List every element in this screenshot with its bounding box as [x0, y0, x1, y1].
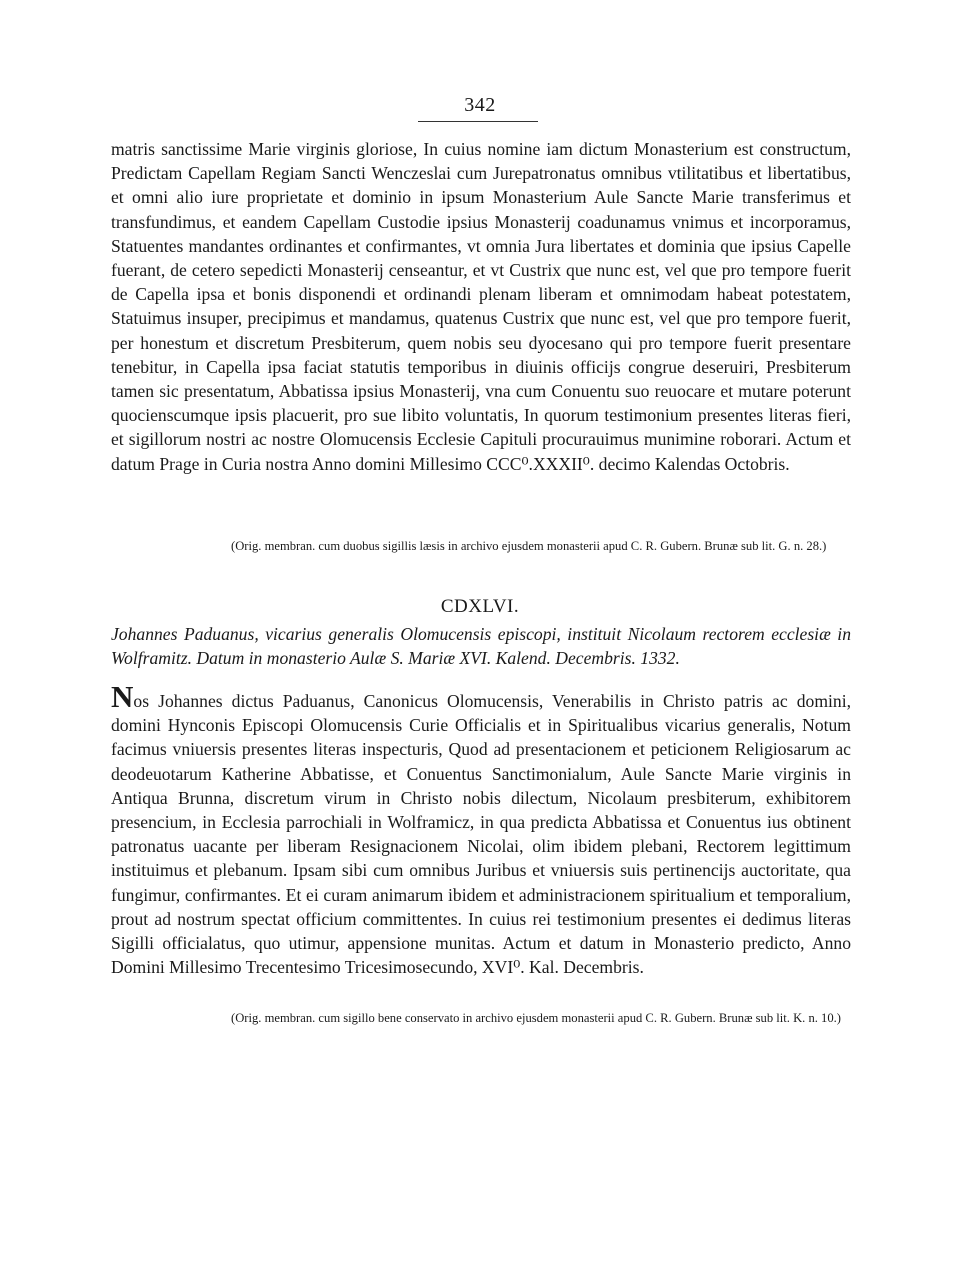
- archival-note: (Orig. membran. cum duobus sigillis læsis in archivo ejusdem monasterii apud C. R. Gubern. Brunæ sub lit. G. n. 28.): [231, 539, 827, 553]
- header-rule: [418, 121, 538, 122]
- charter-number: CDXLVI.: [440, 596, 520, 617]
- charter-paragraph: matris sanctissime Marie virginis gloriose, In cuius nomine iam dictum Monasterium est constructum, Predictam Capellam Regiam Sancti Wenczeslai cum Jurepatronatus omnibus vtilitatibus et libertatibus, et omni alio iure proprietate et dominio in ipsum Monasterium Aule Sancte Marie transferimus et transfundimus, et eandem Capellam Custodie ipsius Monasterij coadunamus vnimus et incorporamus, Statuentes mandantes ordinantes et confirmantes, vt omnia Jura libertates et dominia que ipsius Capelle fuerant, de cetero sepedicti Monasterij censeantur, et vt Custrix que nunc est, vel que pro tempore fuerit de Capella ipsa et bonis disponendi et ordinandi plenam liberam et omnimodam habeat potestatem, Statuimus insuper, precipimus et mandamus, quatenus Custrix que nunc est, vel que pro tempore fuerit, per honestum et discretum Presbiterum, quem nobis seu dyocesano qui pro tempore fuerit presentare tenebitur, in Capella ipsa faciat statutis temporibus in diuinis officijs congrue deseruiri, Presbiterum tamen sic presentatum, Abbatissa ipsius Monasterij, vna cum Conuentu suo reuocare et mutare poterunt quocienscumque ipsis placuerit, pro sue libito voluntatis, In quorum testimonium presentes literas fieri, et sigillorum nostri ac nostre Olomucensis Ecclesie Capituli procurauimus munimine roborari. Actum et datum Prage in Curia nostra Anno domini Millesimo CCC⁰.XXXII⁰. decimo Kalendas Octobris.: [111, 139, 851, 474]
- charter-text: [111, 137, 851, 476]
- charter-text: [111, 679, 851, 979]
- charter-regest: Johannes Paduanus, vicarius generalis Olomucensis episcopi, instituit Nicolaum rectorem ecclesiæ in Wolframitz. Datum in monasterio Aulæ S. Mariæ XVI. Kalend. Decembris. 1332.: [111, 624, 851, 669]
- archival-note: (Orig. membran. cum sigillo bene conservato in archivo ejusdem monasterii apud C. R. Gubern. Brunæ sub lit. K. n. 10.): [231, 1011, 841, 1025]
- charter-body: os Johannes dictus Paduanus, Canonicus Olomucensis, Venerabilis in Christo patris ac domini, domini Hynconis Episcopi Olomucensis Curie Officialis et in Spiritualibus vicarius generalis, Notum facimus vniuersis presentes literas inspecturis, Quod ad presentacionem et peticionem Religiosarum ac deodeuotarum Katherine Abbatisse, et Conuentus Sanctimonialum, Aule Sancte Marie virginis in Antiqua Brunna, discretum virum in Christo nobis dilectum, Nicolaum presbiterum, exhibitorem presencium, in Ecclesia parrochiali in Wolframicz, in qua predicta Abbatissa et Conuentus ius obtinent patronatus uacante per liberam Resignacionem Nicolai, olim ibidem plebani, Rectorem legittimum instituimus et plebanum. Ipsam sibi cum omnibus Juribus et vniuersis suis pertinencijs auctoritate, qua fungimur, confirmantes. Et ei curam animarum ibidem et administracionem spiritualium et temporalium, prout ad nostrum spectat officium committentes. In cuius rei testimonium presentes ei dedimus literas Sigilli officialatus, quo utimur, appensione munitas. Actum et datum in Monasterio predicto, Anno Domini Millesimo Trecentesimo Tricesimosecundo, XVI⁰. Kal. Decembris.: [111, 691, 851, 978]
- initial-letter: N: [111, 679, 134, 714]
- charter-paragraph: [111, 679, 851, 979]
- page-number: 342: [464, 94, 496, 116]
